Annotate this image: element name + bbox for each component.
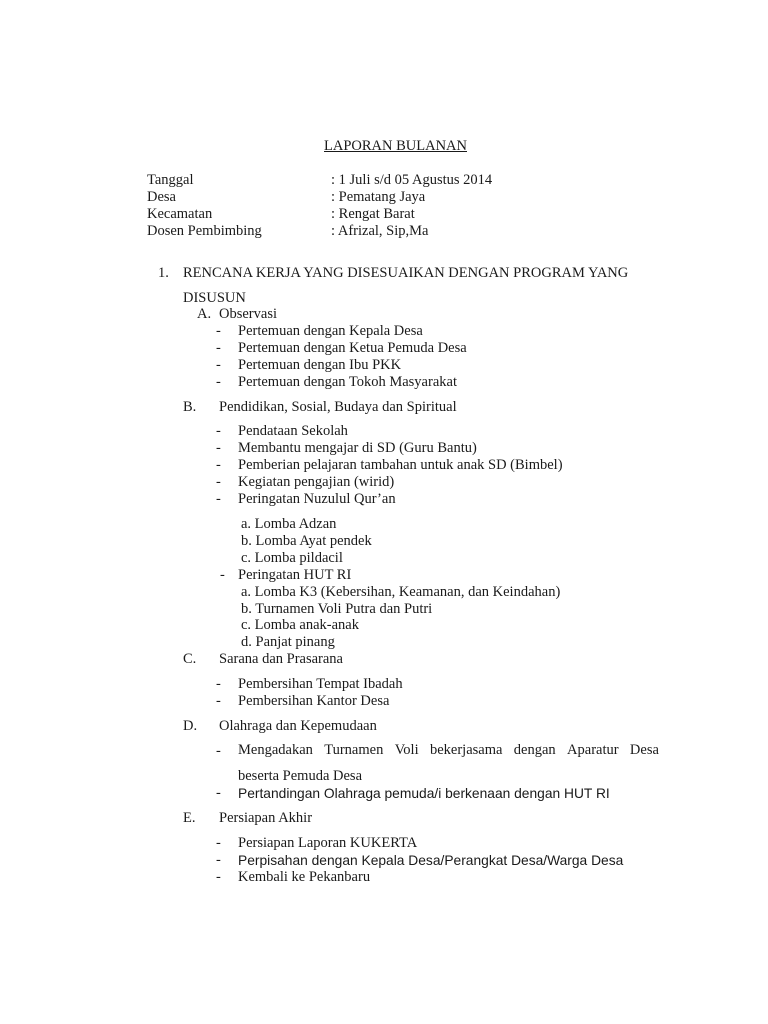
- list-dash: -: [216, 785, 221, 801]
- subsection-b-letter: B.: [183, 399, 197, 415]
- sub-list-item: c. Lomba pildacil: [241, 550, 343, 566]
- justified-list-item: [238, 742, 659, 759]
- list-item: Pertemuan dengan Ibu PKK: [238, 357, 402, 373]
- sub-list-item: b. Turnamen Voli Putra dan Putri: [241, 601, 433, 617]
- section-heading: RENCANA KERJA YANG DISESUAIKAN DENGAN PROGRAM YANG: [183, 265, 629, 281]
- word: Mengadakan: [238, 742, 313, 758]
- list-item: Kembali ke Pekanbaru: [238, 869, 371, 885]
- list-dash: -: [216, 440, 221, 456]
- list-item: Membantu mengajar di SD (Guru Bantu): [238, 440, 477, 456]
- list-dash: -: [216, 869, 221, 885]
- list-dash: -: [216, 676, 221, 692]
- list-item: Peringatan Nuzulul Qur’an: [238, 491, 396, 507]
- info-value-kecamatan: : Rengat Barat: [331, 206, 415, 222]
- section-number: 1.: [158, 265, 169, 281]
- subsection-e-letter: E.: [183, 810, 196, 826]
- list-dash: -: [216, 374, 221, 390]
- list-item: Pertemuan dengan Ketua Pemuda Desa: [238, 340, 467, 356]
- sub-list-item: b. Lomba Ayat pendek: [241, 533, 372, 549]
- word: Desa: [629, 742, 659, 758]
- list-item: Pemberian pelajaran tambahan untuk anak SD (Bimbel): [238, 457, 563, 473]
- list-item: Pertemuan dengan Kepala Desa: [238, 323, 423, 339]
- list-item: Pembersihan Kantor Desa: [238, 693, 390, 709]
- list-dash: -: [216, 323, 221, 339]
- info-label-dosen: Dosen Pembimbing: [147, 223, 262, 239]
- list-item: Kegiatan pengajian (wirid): [238, 474, 395, 490]
- word: Turnamen: [324, 742, 384, 758]
- page-title: LAPORAN BULANAN: [324, 138, 467, 154]
- info-label-kecamatan: Kecamatan: [147, 206, 213, 222]
- subsection-a-letter: A.: [197, 306, 212, 322]
- list-dash: -: [216, 457, 221, 473]
- word: bekerjasama: [429, 742, 503, 758]
- list-dash: -: [216, 852, 221, 868]
- sub-list-item: a. Lomba Adzan: [241, 516, 337, 532]
- list-dash: -: [216, 835, 221, 851]
- subsection-b-title: Pendidikan, Sosial, Budaya dan Spiritual: [219, 399, 457, 415]
- sub-list-item: c. Lomba anak-anak: [241, 617, 359, 633]
- list-item: Peringatan HUT RI: [238, 567, 352, 583]
- list-dash: -: [216, 743, 221, 759]
- list-item: Persiapan Laporan KUKERTA: [238, 835, 418, 851]
- list-dash: -: [216, 693, 221, 709]
- list-item: Pertandingan Olahraga pemuda/i berkenaan dengan HUT RI: [238, 786, 610, 801]
- sub-list-item: a. Lomba K3 (Kebersihan, Keamanan, dan Keindahan): [241, 584, 561, 600]
- subsection-d-title: Olahraga dan Kepemudaan: [219, 718, 377, 734]
- word: Voli: [394, 742, 419, 758]
- list-dash: -: [216, 474, 221, 490]
- list-item: Pertemuan dengan Tokoh Masyarakat: [238, 374, 457, 390]
- section-heading-continued: DISUSUN: [183, 290, 246, 306]
- list-dash: -: [216, 357, 221, 373]
- subsection-c-title: Sarana dan Prasarana: [219, 651, 343, 667]
- word: dengan: [513, 742, 556, 758]
- info-label-tanggal: Tanggal: [147, 172, 194, 188]
- subsection-e-title: Persiapan Akhir: [219, 810, 313, 826]
- list-dash: -: [216, 491, 221, 507]
- word: Aparatur: [567, 742, 619, 758]
- subsection-d-letter: D.: [183, 718, 198, 734]
- list-item: Pembersihan Tempat Ibadah: [238, 676, 403, 692]
- info-value-tanggal: : 1 Juli s/d 05 Agustus 2014: [331, 172, 493, 188]
- info-label-desa: Desa: [147, 189, 176, 205]
- list-dash: -: [220, 567, 225, 583]
- list-item: Perpisahan dengan Kepala Desa/Perangkat Desa/Warga Desa: [238, 853, 624, 868]
- subsection-a-title: Observasi: [219, 306, 277, 322]
- subsection-c-letter: C.: [183, 651, 197, 667]
- info-value-dosen: : Afrizal, Sip,Ma: [331, 223, 429, 239]
- list-dash: -: [216, 340, 221, 356]
- list-item-continued: beserta Pemuda Desa: [238, 768, 363, 784]
- info-value-desa: : Pematang Jaya: [331, 189, 426, 205]
- sub-list-item: d. Panjat pinang: [241, 634, 335, 650]
- list-item: Pendataan Sekolah: [238, 423, 348, 439]
- list-dash: -: [216, 423, 221, 439]
